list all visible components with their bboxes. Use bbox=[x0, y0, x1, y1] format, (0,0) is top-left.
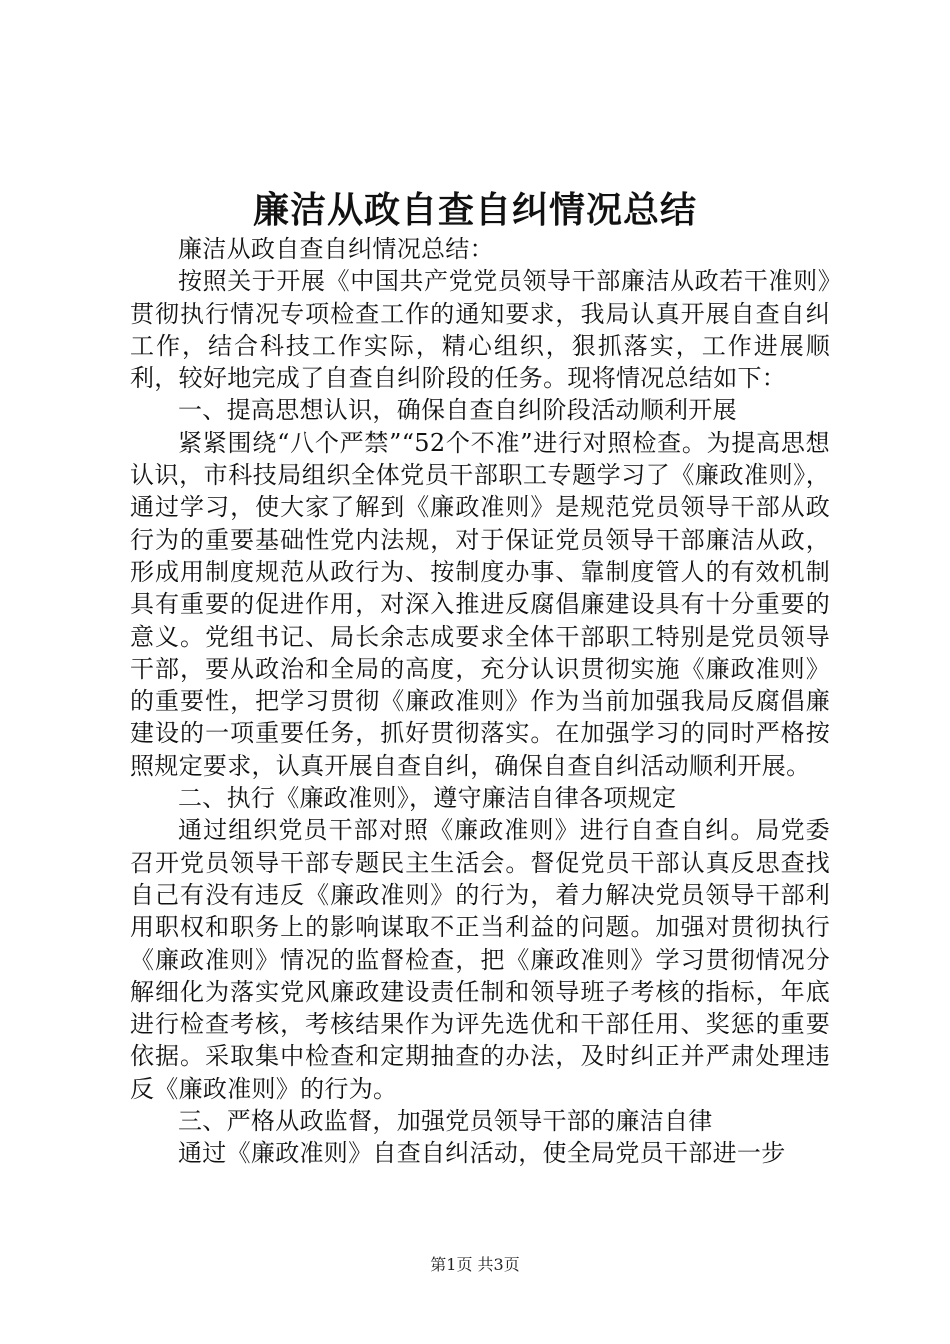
paragraph-section-2: 通过组织党员干部对照《廉政准则》进行自查自纠。局党委召开党员领导干部专题民主生活会。督促党员干部认真反思查找自己有没有违反《廉政准则》的行为，着力解决党员领导干部利用职权和职务上的影响谋取不正当利益的问题。加强对贯彻执行《廉政准则》情况的监督检查，把《廉政准则》学习贯彻情况分解细化为落实党风廉政建设责任制和领导班子考核的指标，年底进行检查考核，考核结果作为评先选优和干部任用、奖惩的重要依据。采取集中检查和定期抽查的办法，及时纠正并严肃处理违反《廉政准则》的行为。 bbox=[130, 816, 830, 1103]
paragraph-overview: 按照关于开展《中国共产党党员领导干部廉洁从政若干准则》贯彻执行情况专项检查工作的通知要求，我局认真开展自查自纠工作，结合科技工作实际，精心组织，狠抓落实，工作进展顺利，较好地完成了自查自纠阶段的任务。现将情况总结如下： bbox=[130, 267, 830, 393]
document-title: 廉洁从政自查自纠情况总结 bbox=[252, 189, 697, 231]
document-body bbox=[130, 233, 830, 1170]
paragraph-section-1: 紧紧围绕“八个严禁”“52个不准”进行对照检查。为提高思想认识，市科技局组织全体党员干部职工专题学习了《廉政准则》，通过学习，使大家了解到《廉政准则》是规范党员领导干部从政行为的重要基础性党内法规，对于保证党员领导干部廉洁从政，形成用制度规范从政行为、按制度办事、靠制度管人的有效机制具有重要的促进作用，对深入推进反腐倡廉建设具有十分重要的意义。党组书记、局长余志成要求全体干部职工特别是党员领导干部，要从政治和全局的高度，充分认识贯彻实施《廉政准则》的重要性，把学习贯彻《廉政准则》作为当前加强我局反腐倡廉建设的一项重要任务，抓好贯彻落实。在加强学习的同时严格按照规定要求，认真开展自查自纠，确保自查自纠活动顺利开展。 bbox=[130, 428, 830, 780]
section-heading-2: 二、执行《廉政准则》，遵守廉洁自律各项规定 bbox=[178, 784, 677, 813]
page-number-footer: 第1页 共3页 bbox=[430, 1255, 520, 1274]
paragraph-section-3: 通过《廉政准则》自查自纠活动，使全局党员干部进一步 bbox=[178, 1139, 786, 1168]
section-heading-3: 三、严格从政监督，加强党员领导干部的廉洁自律 bbox=[178, 1107, 713, 1136]
section-heading-1: 一、提高思想认识，确保自查自纠阶段活动顺利开展 bbox=[178, 396, 737, 425]
paragraph-intro: 廉洁从政自查自纠情况总结： bbox=[178, 235, 494, 263]
